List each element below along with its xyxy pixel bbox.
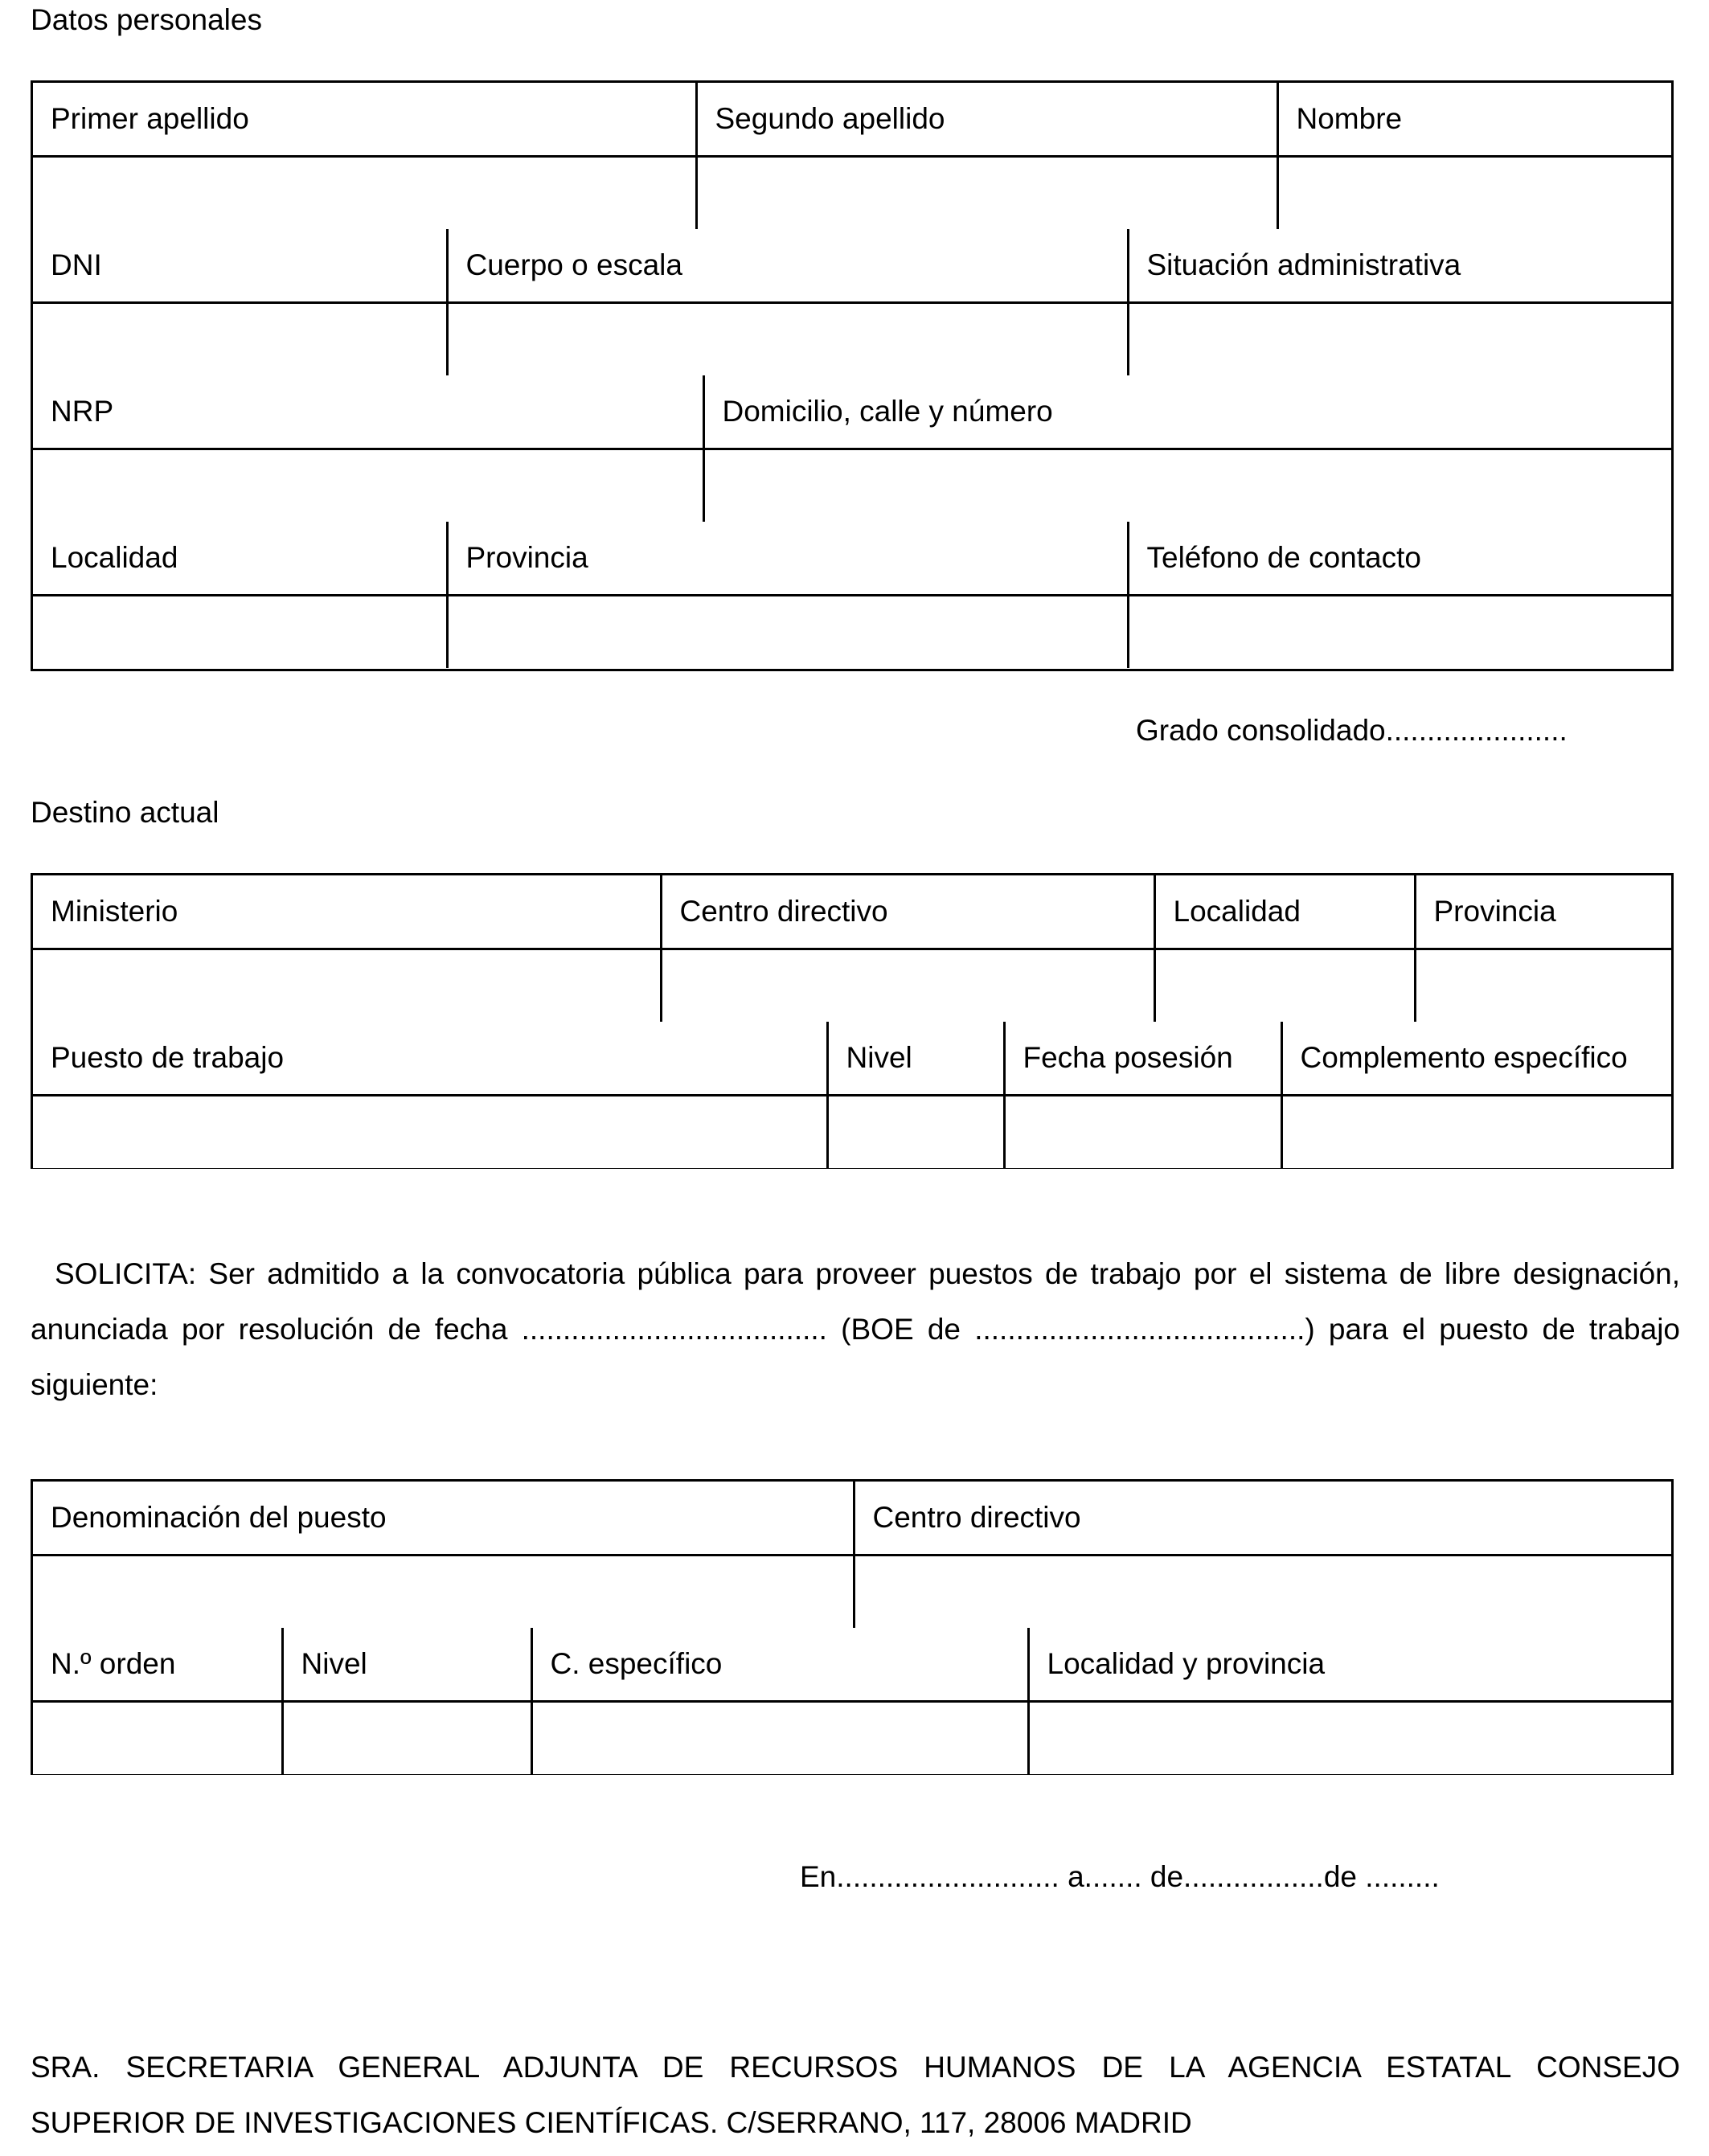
section-heading-current: Destino actual <box>31 796 219 829</box>
field-provincia-destino[interactable] <box>1415 949 1671 1022</box>
current-assignment-table <box>31 873 1674 1169</box>
field-provincia[interactable] <box>447 595 1128 668</box>
label-telefono-contacto: Teléfono de contacto <box>1128 522 1671 595</box>
label-centro-directivo-solicitado: Centro directivo <box>854 1482 1671 1555</box>
field-centro-directivo[interactable] <box>661 949 1154 1022</box>
label-segundo-apellido: Segundo apellido <box>696 83 1277 156</box>
field-puesto-trabajo[interactable] <box>33 1095 827 1168</box>
request-text: SOLICITA: Ser admitido a la convocatoria pública para proveer puestos de trabajo por el sistema de libre designación, anunciada por resolución de fecha ..................................... (BOE de ........................................) para el puesto de trabajo siguiente: <box>31 1257 1680 1401</box>
field-telefono-contacto[interactable] <box>1128 595 1671 668</box>
label-c-especifico: C. específico <box>531 1628 1028 1701</box>
label-localidad: Localidad <box>33 522 447 595</box>
label-nrp: NRP <box>33 375 703 449</box>
field-cuerpo-escala[interactable] <box>447 302 1128 375</box>
request-paragraph <box>31 1246 1680 1412</box>
label-provincia: Provincia <box>447 522 1128 595</box>
field-nrp[interactable] <box>33 449 703 522</box>
requested-position-table <box>31 1479 1674 1775</box>
field-c-especifico[interactable] <box>531 1701 1028 1774</box>
label-localidad-provincia: Localidad y provincia <box>1028 1628 1671 1701</box>
field-nivel-solicitado[interactable] <box>282 1701 531 1774</box>
label-nivel-actual: Nivel <box>827 1022 1004 1095</box>
label-localidad-destino: Localidad <box>1154 875 1415 949</box>
field-localidad-destino[interactable] <box>1154 949 1415 1022</box>
label-ministerio: Ministerio <box>33 875 661 949</box>
field-domicilio[interactable] <box>703 449 1671 522</box>
grado-consolidado-line: Grado consolidado...................... <box>1136 714 1568 747</box>
field-localidad-provincia[interactable] <box>1028 1701 1671 1774</box>
field-localidad[interactable] <box>33 595 447 668</box>
addressee-line-2: SUPERIOR DE INVESTIGACIONES CIENTÍFICAS. C/SERRANO, 117, 28006 MADRID <box>31 2106 1192 2139</box>
field-segundo-apellido[interactable] <box>696 156 1277 229</box>
label-denominacion-puesto: Denominación del puesto <box>33 1482 854 1555</box>
field-centro-directivo-solicitado[interactable] <box>854 1555 1671 1628</box>
field-ministerio[interactable] <box>33 949 661 1022</box>
label-puesto-trabajo: Puesto de trabajo <box>33 1022 827 1095</box>
field-fecha-posesion[interactable] <box>1004 1095 1281 1168</box>
section-heading-personal: Datos personales <box>31 3 262 36</box>
label-situacion-administrativa: Situación administrativa <box>1128 229 1671 302</box>
addressee-line-1: SRA. SECRETARIA GENERAL ADJUNTA DE RECURSOS HUMANOS DE LA AGENCIA ESTATAL CONSEJO <box>31 2051 1680 2084</box>
label-nivel-solicitado: Nivel <box>282 1628 531 1701</box>
label-dni: DNI <box>33 229 447 302</box>
field-dni[interactable] <box>33 302 447 375</box>
field-denominacion-puesto[interactable] <box>33 1555 854 1628</box>
label-centro-directivo: Centro directivo <box>661 875 1154 949</box>
label-primer-apellido: Primer apellido <box>33 83 696 156</box>
label-fecha-posesion: Fecha posesión <box>1004 1022 1281 1095</box>
date-line: En........................... a....... de.................de ......... <box>800 1860 1440 1893</box>
field-situacion-administrativa[interactable] <box>1128 302 1671 375</box>
personal-data-table <box>31 80 1674 671</box>
label-complemento-especifico: Complemento específico <box>1281 1022 1671 1095</box>
label-domicilio: Domicilio, calle y número <box>703 375 1671 449</box>
label-nombre: Nombre <box>1277 83 1671 156</box>
label-numero-orden: N.º orden <box>33 1628 282 1701</box>
label-cuerpo-escala: Cuerpo o escala <box>447 229 1128 302</box>
field-primer-apellido[interactable] <box>33 156 696 229</box>
field-numero-orden[interactable] <box>33 1701 282 1774</box>
field-complemento-especifico[interactable] <box>1281 1095 1671 1168</box>
label-provincia-destino: Provincia <box>1415 875 1671 949</box>
field-nombre[interactable] <box>1277 156 1671 229</box>
field-nivel-actual[interactable] <box>827 1095 1004 1168</box>
